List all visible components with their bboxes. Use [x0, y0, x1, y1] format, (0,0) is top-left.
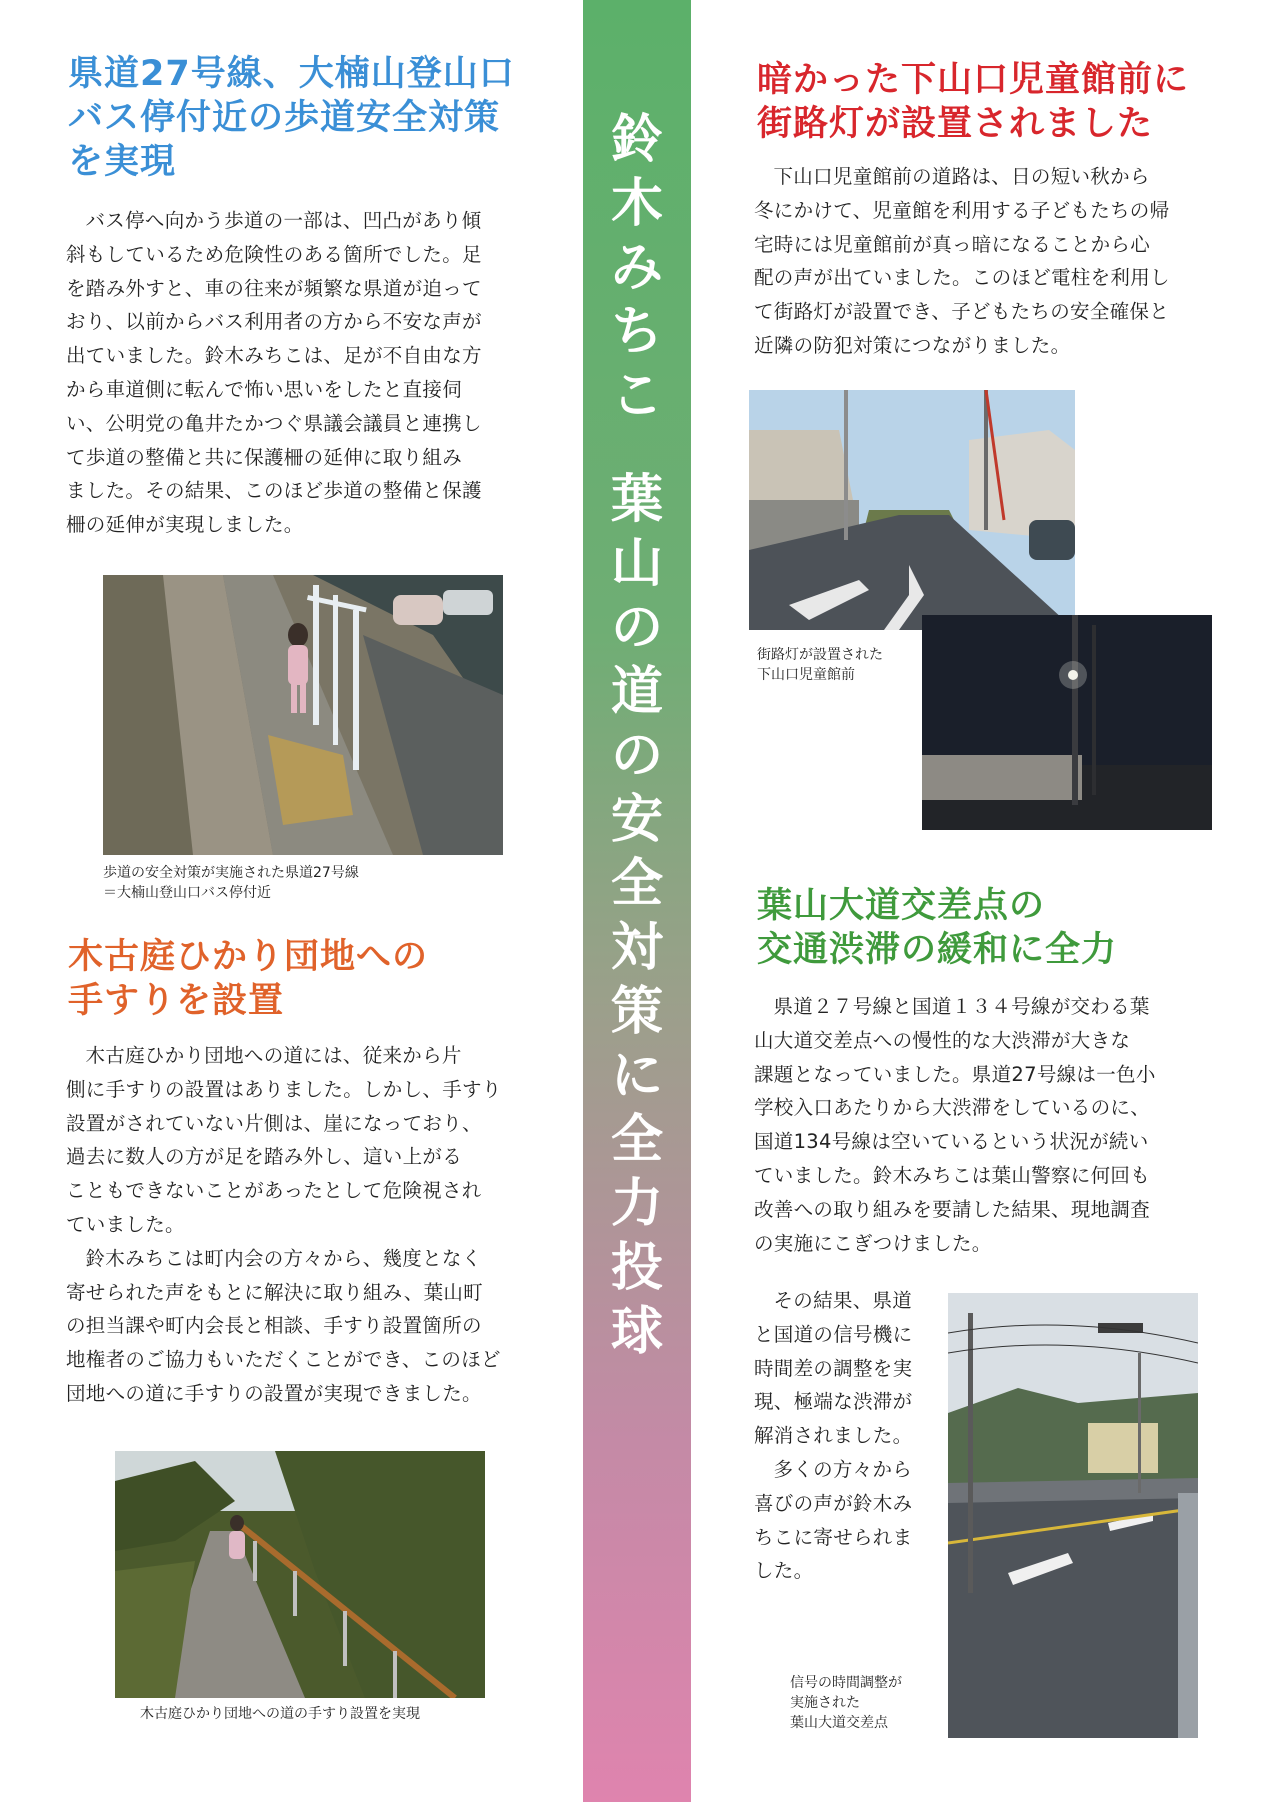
body-line: 宅時には児童館前が真っ暗になることから心 — [754, 232, 1151, 256]
body-line: 木古庭ひかり団地への道には、従来から片 — [85, 1044, 462, 1067]
body-line: と国道の信号機に — [754, 1322, 913, 1346]
title-line: 街路灯が設置されました — [757, 104, 1154, 144]
title-line: を実現 — [68, 142, 177, 182]
section1-caption — [103, 863, 359, 903]
handrail-photo — [115, 1451, 485, 1698]
body-line: バス停へ向かう歩道の一部は、凹凸があり傾 — [85, 209, 482, 232]
band-title — [583, 108, 691, 1364]
body-line: 柵の延伸が実現しました。 — [66, 513, 304, 537]
body-line: こともできないことがあったとして危険視され — [66, 1179, 482, 1203]
body-line: て歩道の整備と共に保護柵の延伸に取り組み — [66, 445, 462, 469]
band-char: に — [610, 1046, 663, 1106]
body-line: 配の声が出ていました。このほど電柱を利用し — [754, 266, 1170, 290]
band-char: 山 — [610, 534, 663, 594]
band-char: 安 — [610, 790, 663, 850]
title-line: バス停付近の歩道安全対策 — [68, 98, 501, 138]
body-line: ました。その結果、このほど歩道の整備と保護 — [66, 479, 482, 503]
body-line: 寄せられた声をもとに解決に取り組み、葉山町 — [66, 1280, 483, 1304]
body-line: 多くの方々から — [773, 1457, 913, 1481]
body-line: の実施にこぎつけました。 — [754, 1231, 992, 1255]
band-char: 鈴 — [610, 110, 663, 170]
body-line: い、公明党の亀井たかつぐ県議会議員と連携し — [66, 411, 482, 435]
body-line: ていました。鈴木みちこは葉山警察に何回も — [754, 1163, 1151, 1187]
street-night-photo — [922, 615, 1212, 830]
title-line: 葉山大道交差点の — [757, 886, 1046, 926]
body-line: ちこに寄せられま — [754, 1525, 913, 1549]
body-line: 設置がされていない片側は、崖になっており、 — [66, 1111, 482, 1135]
body-line: 斜もしているため危険性のある箇所でした。足 — [66, 242, 482, 266]
body-line: ていました。 — [66, 1212, 185, 1236]
title-line: 暗かった下山口児童館前に — [757, 60, 1190, 100]
body-line: した。 — [754, 1559, 814, 1583]
title-line: 木古庭ひかり団地への — [68, 937, 429, 977]
body-line: を踏み外すと、車の往来が頻繁な県道が迫って — [66, 276, 482, 300]
caption-line: 歩道の安全対策が実施された県道27号線 — [103, 865, 359, 881]
section1-body — [66, 204, 546, 542]
caption-line: 実施された — [790, 1695, 860, 1711]
band-char: 投 — [610, 1238, 663, 1298]
body-line: 出ていました。鈴木みちこは、足が不自由な方 — [66, 344, 482, 368]
body-line: て街路灯が設置でき、子どもたちの安全確保と — [754, 300, 1170, 324]
section1-title — [68, 52, 515, 184]
body-line: 時間差の調整を実 — [754, 1356, 913, 1380]
caption-line: 街路灯が設置された — [757, 647, 883, 663]
body-line: 解消されました。 — [754, 1424, 913, 1448]
caption-line: ＝大楠山登山口バス停付近 — [103, 885, 271, 901]
section4-side-body — [754, 1284, 944, 1588]
body-line: 過去に数人の方が足を踏み外し、這い上がる — [66, 1145, 463, 1169]
band-char: 対 — [610, 918, 663, 978]
band-char: の — [610, 598, 663, 658]
body-line: 課題となっていました。県道27号線は一色小 — [754, 1062, 1156, 1086]
body-line: おり、以前からバス利用者の方から不安な声が — [66, 310, 482, 334]
title-line: 手すりを設置 — [68, 981, 285, 1021]
caption-line: 信号の時間調整が — [790, 1675, 902, 1691]
intersection-photo — [948, 1293, 1198, 1738]
band-char: み — [610, 238, 663, 298]
body-line: 地権者のご協力もいただくことができ、このほど — [66, 1348, 501, 1372]
band-char: ち — [610, 302, 663, 362]
body-line: 側に手すりの設置はありました。しかし、手すり — [66, 1077, 502, 1101]
body-line: 国道134号線は空いているという状況が続い — [754, 1130, 1149, 1154]
title-line: 交通渋滞の緩和に全力 — [757, 930, 1118, 970]
body-line: 学校入口あたりから大渋滞をしているのに、 — [754, 1096, 1151, 1120]
caption-line: 下山口児童館前 — [757, 667, 855, 683]
body-line: 県道２７号線と国道１３４号線が交わる葉 — [773, 995, 1150, 1018]
section3-title — [757, 58, 1189, 146]
body-line: 山大道交差点への慢性的な大渋滞が大きな — [754, 1028, 1131, 1052]
sidewalk-photo — [103, 575, 503, 855]
band-char: 球 — [610, 1302, 663, 1362]
section4-caption — [790, 1673, 902, 1733]
title-line: 県道27号線、大楠山登山口 — [68, 54, 515, 94]
body-line: から車道側に転んで怖い思いをしたと直接伺 — [66, 377, 463, 401]
body-line: の担当課や町内会長と相談、手すり設置箇所の — [66, 1314, 482, 1338]
band-char: 全 — [610, 854, 663, 914]
band-char: の — [610, 726, 663, 786]
band-char: 木 — [610, 174, 663, 234]
band-char: こ — [610, 366, 663, 426]
section2-body — [66, 1039, 546, 1411]
band-char: 力 — [610, 1174, 663, 1234]
body-line: 冬にかけて、児童館を利用する子どもたちの帰 — [754, 198, 1170, 222]
body-line: 団地への道に手すりの設置が実現できました。 — [66, 1381, 482, 1405]
band-char: 策 — [610, 982, 663, 1042]
section4-title — [757, 884, 1117, 972]
section3-body — [754, 160, 1234, 363]
caption-line: 葉山大道交差点 — [790, 1715, 888, 1731]
section2-title — [68, 935, 428, 1023]
body-line: 現、極端な渋滞が — [754, 1390, 913, 1414]
body-line: 下山口児童館前の道路は、日の短い秋から — [773, 165, 1150, 188]
section4-body — [754, 990, 1234, 1260]
body-line: 鈴木みちこは町内会の方々から、幾度となく — [85, 1246, 482, 1270]
section3-caption — [757, 645, 883, 685]
street-day-photo — [749, 390, 1075, 630]
section2-caption: 木古庭ひかり団地への道の手すり設置を実現 — [140, 1706, 420, 1722]
band-char: 道 — [610, 662, 663, 722]
body-line: 近隣の防犯対策につながりました。 — [754, 333, 1071, 357]
band-char: 葉 — [610, 470, 663, 530]
body-line: 改善への取り組みを要請した結果、現地調査 — [754, 1197, 1151, 1221]
body-line: 喜びの声が鈴木み — [754, 1491, 913, 1515]
band-char: 全 — [610, 1110, 663, 1170]
body-line: その結果、県道 — [773, 1289, 913, 1312]
